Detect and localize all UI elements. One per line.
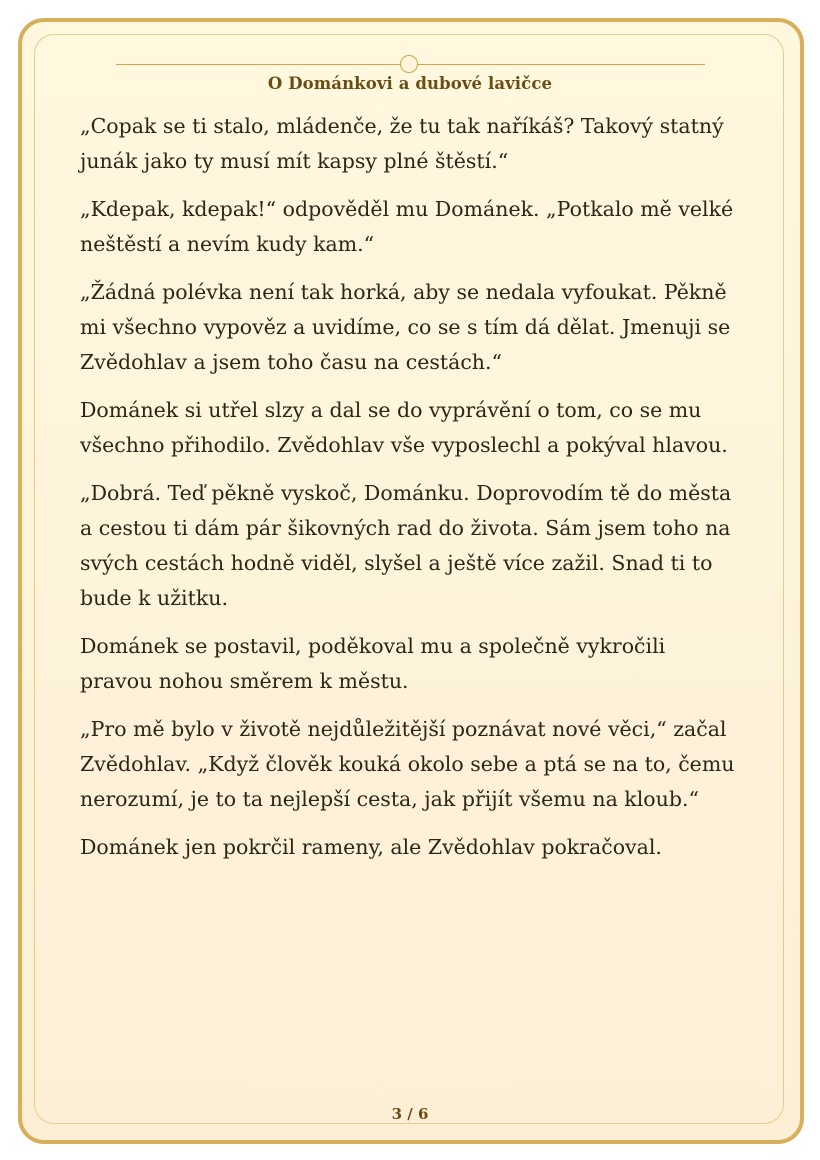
story-text [80,109,740,878]
paragraph-1: „Copak se ti stalo, mládenče, že tu tak naříkáš? Takový statný junák jako ty musí mít kapsy plné štěstí.“ [80,114,724,173]
paragraph-6: Dománek se postavil, poděkoval mu a společně vykročili pravou nohou směrem k městu. [80,634,666,693]
chapter-title: O Dománkovi a dubové lavičce [267,74,553,93]
paragraph-3: „Žádná polévka není tak horká, aby se nedala vyfoukat. Pěkně mi všechno vypověz a uvidíme, co se s tím dá dělat. Jmenuji se Zvědohlav a jsem toho času na cestách.“ [80,280,731,374]
paragraph-2: „Kdepak, kdepak!“ odpověděl mu Dománek. „Potkalo mě velké neštěstí a nevím kudy kam.“ [80,197,734,256]
paragraph-8: Dománek jen pokrčil rameny, ale Zvědohlav pokračoval. [80,835,662,859]
paragraph-7: „Pro mě bylo v životě nejdůležitější poznávat nové věci,“ začal Zvědohlav. „Když člověk kouká okolo sebe a ptá se na to, čemu nerozumí, je to ta nejlepší cesta, jak přijít všemu na kloub.“ [80,717,735,811]
circle-ornament-icon [400,55,418,73]
paragraph-4: Dománek si utřel slzy a dal se do vyprávění o tom, co se mu všechno přihodilo. Zvědohlav vše vyposlechl a pokýval hlavou. [80,398,728,457]
page-number: 3 / 6 [391,1105,429,1123]
paragraph-5: „Dobrá. Teď pěkně vyskoč, Dománku. Doprovodím tě do města a cestou ti dám pár šikovných rad do života. Sám jsem toho na svých cestách hodně viděl, slyšel a ještě více zažil. Snad ti to bude k užitku. [80,481,732,610]
